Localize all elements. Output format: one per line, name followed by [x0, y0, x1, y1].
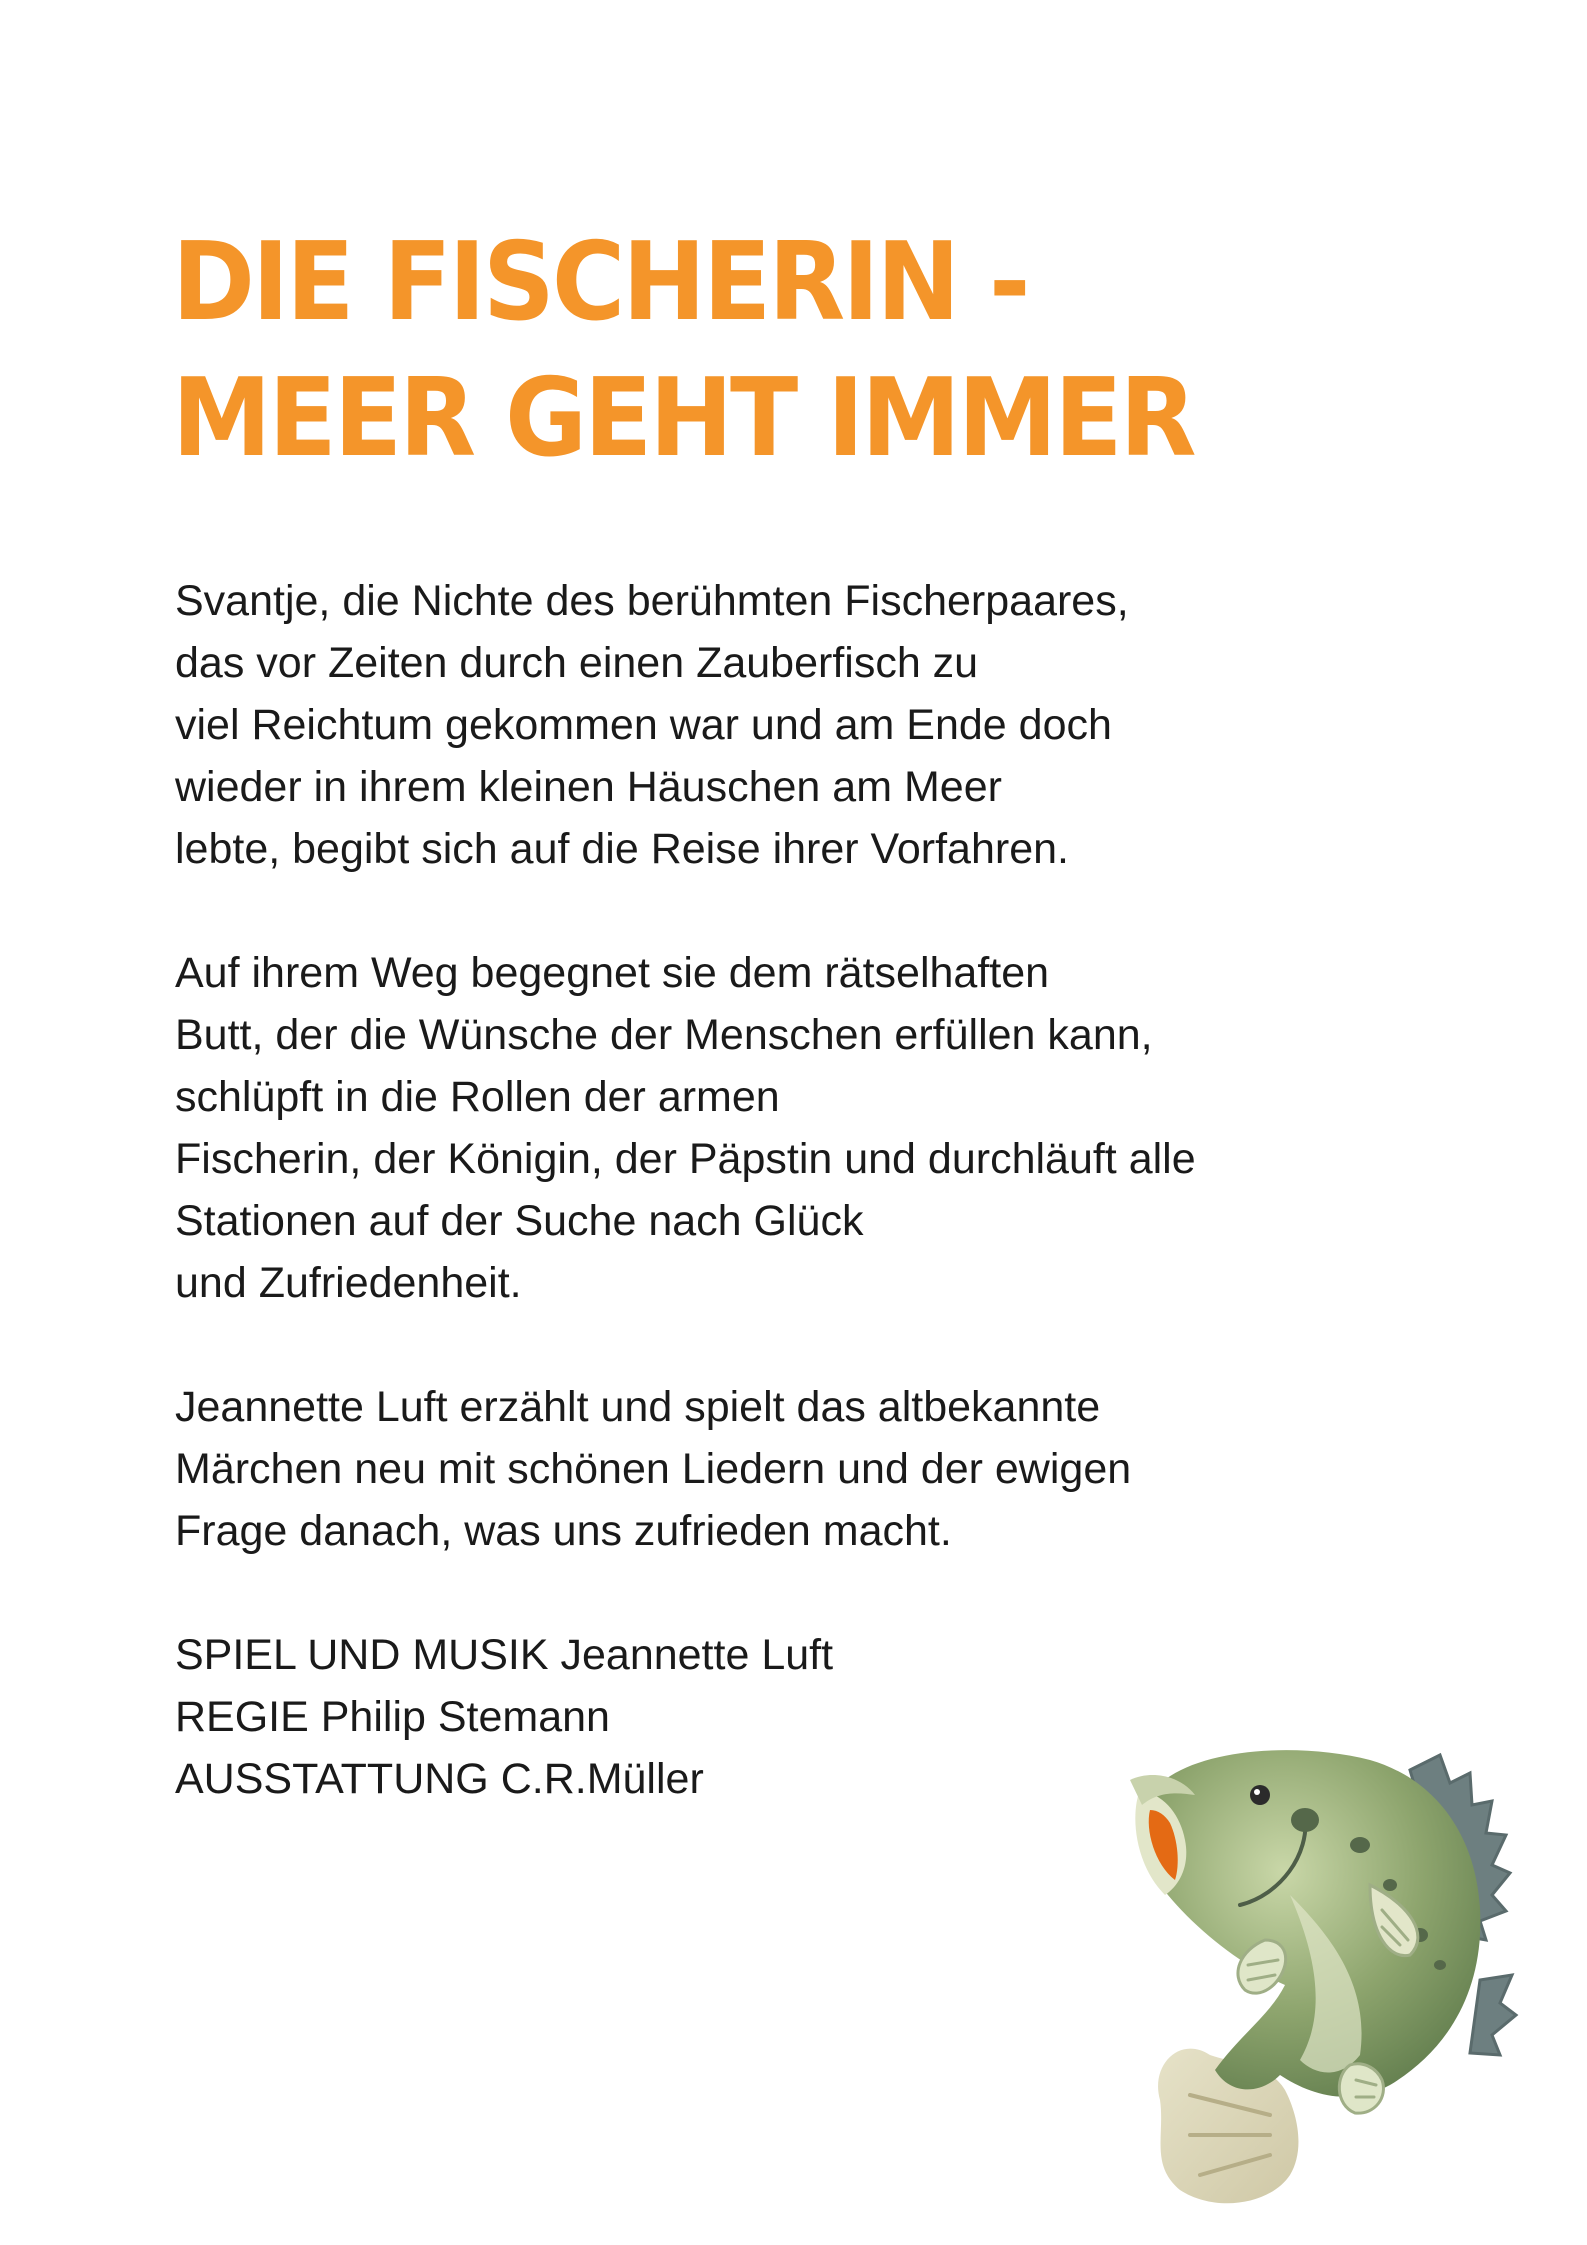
text-line: viel Reichtum gekommen war und am Ende doch	[175, 701, 1112, 749]
text-line: Stationen auf der Suche nach Glück	[175, 1197, 864, 1245]
text-line: Frage danach, was uns zufrieden macht.	[175, 1507, 952, 1555]
text-line: Svantje, die Nichte des berühmten Fischerpaares,	[175, 577, 1129, 625]
text-line: Jeannette Luft erzählt und spielt das altbekannte	[175, 1383, 1101, 1431]
title-line-2: MEER GEHT IMMER	[172, 354, 1194, 481]
text-line: Märchen neu mit schönen Liedern und der ewigen	[175, 1445, 1132, 1493]
page-title	[172, 214, 1194, 486]
credit-line: SPIEL UND MUSIK Jeannette Luft	[175, 1631, 834, 1679]
text-line: lebte, begibt sich auf die Reise ihrer Vorfahren.	[175, 825, 1069, 873]
paragraph-3	[175, 1376, 1375, 1562]
text-line: und Zufriedenheit.	[175, 1259, 522, 1307]
description	[175, 570, 1375, 1810]
paragraph-1	[175, 570, 1375, 880]
text-line: schlüpft in die Rollen der armen	[175, 1073, 780, 1121]
paragraph-2	[175, 942, 1375, 1314]
credit-line: AUSSTATTUNG C.R.Müller	[175, 1755, 704, 1803]
text-line: Fischerin, der Königin, der Päpstin und durchläuft alle	[175, 1135, 1196, 1183]
text-line: das vor Zeiten durch einen Zauberfisch zu	[175, 639, 979, 687]
jumping-fish-icon	[1120, 1735, 1520, 2225]
credit-line: REGIE Philip Stemann	[175, 1693, 610, 1741]
text-line: Butt, der die Wünsche der Menschen erfüllen kann,	[175, 1011, 1153, 1059]
text-line: Auf ihrem Weg begegnet sie dem rätselhaften	[175, 949, 1050, 997]
title-line-1: DIE FISCHERIN -	[172, 218, 1028, 345]
text-line: wieder in ihrem kleinen Häuschen am Meer	[175, 763, 1002, 811]
